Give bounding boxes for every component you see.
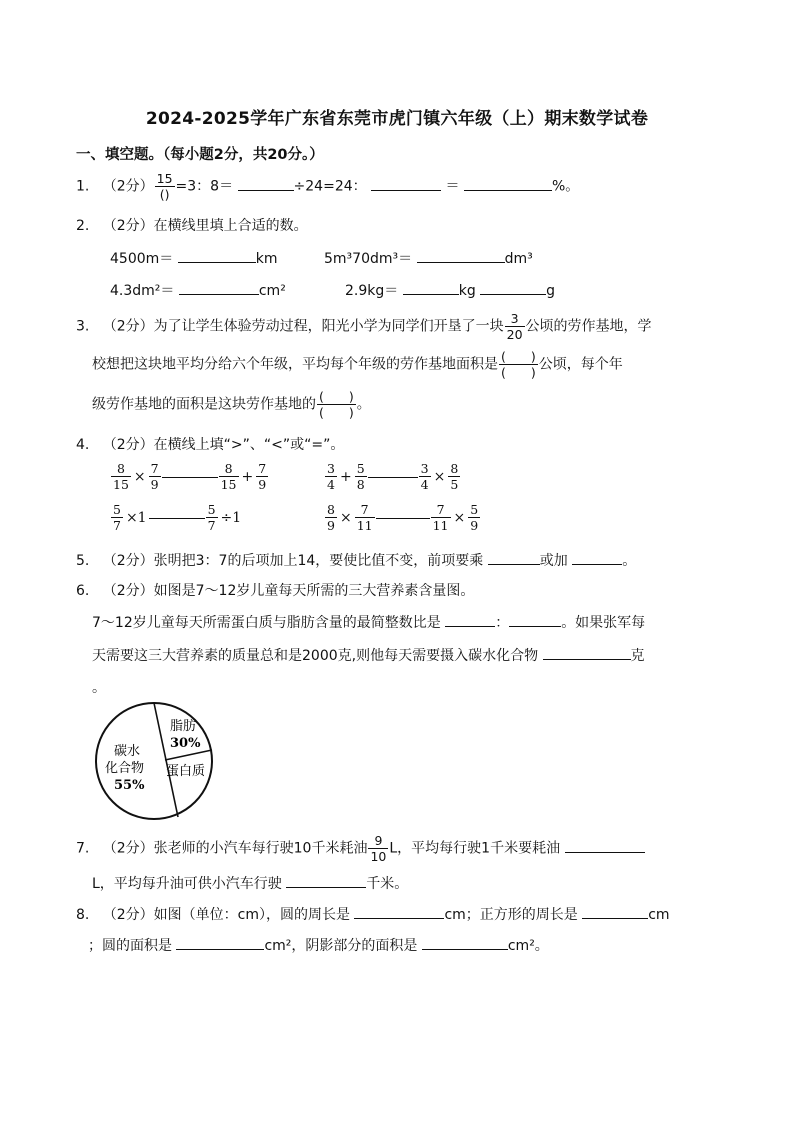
compare-expression-1: $\frac{8}{15}$ × $\frac{7}{9}$ $\frac{8}{15}$ + $\frac{7}{9}$ <box>113 461 267 493</box>
question-stem: 在横线里填上合适的数。 <box>153 218 308 234</box>
pie-divider-2 <box>165 750 212 760</box>
q5-text: 。 <box>622 553 637 569</box>
question-number: 2. <box>76 218 90 234</box>
question-score: （2分） <box>102 907 154 923</box>
answer-blank[interactable] <box>417 248 505 263</box>
q1-text-b: ÷24=24： <box>293 178 367 195</box>
q7-text: 张老师的小汽车每行驶10千米耗油 <box>153 840 368 857</box>
fraction: $\frac{3}{20}$ <box>506 311 523 343</box>
question-7-line-2 <box>92 873 408 893</box>
answer-blank[interactable] <box>238 176 294 191</box>
q2-a-unit: km <box>255 251 278 267</box>
answer-blank[interactable] <box>422 935 508 950</box>
q6-text: 天需要这三大营养素的质量总和是2000克,则他每天需要摄入碳水化合物 <box>92 648 539 664</box>
question-4 <box>76 434 344 454</box>
answer-blank[interactable] <box>179 280 259 295</box>
pie-label-carb-2: 化合物 <box>105 761 145 776</box>
q3-text: 校想把这块地平均分给六个年级，平均每个年级的劳作基地面积是 <box>92 356 498 373</box>
q6-text: 7～12岁儿童每天所需蛋白质与脂肪含量的最简整数比是 <box>92 615 441 631</box>
q5-text: 张明把3：7的后项加上14，要使比值不变，前项要乘 <box>153 553 484 569</box>
pie-pct-fat: 30% <box>170 736 201 751</box>
question-6-line-2 <box>92 645 645 665</box>
question-2 <box>76 215 308 235</box>
answer-blank[interactable] <box>445 612 495 627</box>
question-score: （2分） <box>102 318 154 335</box>
compare-expression-2: $\frac{3}{4}$ + $\frac{5}{8}$ $\frac{3}{4}$ × $\frac{8}{5}$ <box>327 461 459 493</box>
q8-text: 如图（单位：cm），圆的周长是 <box>153 907 350 923</box>
compare-expression-3: $\frac{5}{7}$ ×1 $\frac{5}{7}$ ÷1 <box>113 502 242 534</box>
question-8-line-1 <box>76 904 670 924</box>
q3-text: 。 <box>356 396 371 413</box>
question-5 <box>76 550 636 570</box>
answer-blank[interactable] <box>354 904 444 919</box>
q6-text: ： <box>495 615 510 631</box>
question-number: 1. <box>76 178 90 195</box>
question-6-line-3: 。 <box>92 680 106 696</box>
q5-text: 或加 <box>539 553 568 569</box>
question-3-line-1 <box>76 312 652 341</box>
question-score: （2分） <box>102 553 154 569</box>
q2-item-c <box>110 280 286 300</box>
q6-text: 。如果张军每 <box>561 615 646 631</box>
q7-text: L，平均每升油可供小汽车行驶 <box>92 876 282 892</box>
question-number: 5. <box>76 553 90 569</box>
q2-b-left: 5m³70dm³＝ <box>324 251 413 267</box>
fraction: $\frac{15}{()}$ <box>156 171 173 203</box>
q2-c-unit: cm² <box>258 283 286 299</box>
answer-blank[interactable] <box>368 476 418 478</box>
compare-expression-4: $\frac{8}{9}$ × $\frac{7}{11}$ $\frac{7}{11}$ × $\frac{5}{9}$ <box>327 502 479 534</box>
answer-blank[interactable] <box>565 838 645 853</box>
fraction: $\frac{9}{10}$ <box>370 833 387 865</box>
q2-item-a <box>110 248 277 268</box>
page-title: 2024-2025学年广东省东莞市虎门镇六年级（上）期末数学试卷 <box>145 109 649 129</box>
answer-blank[interactable] <box>286 873 366 888</box>
q2-a-left: 4500m＝ <box>110 251 174 267</box>
question-number: 7. <box>76 840 90 857</box>
question-score: （2分） <box>102 840 154 857</box>
q7-text: L，平均每行驶1千米要耗油 <box>389 840 561 857</box>
answer-blank[interactable] <box>403 280 459 295</box>
pie-label-carb-1: 碳水 <box>114 744 141 759</box>
answer-blank[interactable] <box>176 935 264 950</box>
q8-text: ；圆的面积是 <box>88 938 172 954</box>
pie-label-protein: 蛋白质 <box>166 764 206 779</box>
q8-text: cm²。 <box>507 938 549 954</box>
question-3-line-2 <box>92 350 623 379</box>
fraction-blank[interactable]: $\frac{( )}{( )}$ <box>501 349 536 381</box>
question-3-line-3 <box>92 390 371 419</box>
question-6-line-1 <box>92 612 645 632</box>
question-score: （2分） <box>102 437 154 453</box>
question-number: 8. <box>76 907 90 923</box>
q8-text: cm²，阴影部分的面积是 <box>264 938 418 954</box>
question-7-line-1 <box>76 834 645 863</box>
q7-text: 千米。 <box>366 876 409 892</box>
answer-blank[interactable] <box>572 550 622 565</box>
q2-d-unit: g <box>546 283 556 299</box>
q8-text: cm；正方形的周长是 <box>444 907 578 923</box>
answer-blank[interactable] <box>376 517 430 519</box>
question-1 <box>76 172 579 201</box>
q1-text-c: ＝ <box>445 178 460 195</box>
question-number: 6. <box>76 583 90 599</box>
answer-blank[interactable] <box>149 517 205 519</box>
question-number: 4. <box>76 437 90 453</box>
answer-blank[interactable] <box>480 280 546 295</box>
answer-blank[interactable] <box>582 904 648 919</box>
q2-item-b <box>324 248 533 268</box>
nutrient-pie-chart <box>92 700 218 822</box>
q6-text: 克 <box>630 648 645 664</box>
answer-blank[interactable] <box>178 248 256 263</box>
q3-text: 级劳作基地的面积是这块劳作基地的 <box>92 396 316 413</box>
question-score: （2分） <box>102 218 154 234</box>
answer-blank[interactable] <box>464 176 552 191</box>
pie-label-fat: 脂肪 <box>170 719 197 734</box>
fraction-blank[interactable]: $\frac{( )}{( )}$ <box>319 389 354 421</box>
question-score: （2分） <box>102 583 154 599</box>
q1-text-a: =3：8＝ <box>175 178 234 195</box>
question-stem: 如图是7～12岁儿童每天所需的三大营养素含量图。 <box>153 583 475 599</box>
q1-text-d: %。 <box>552 178 580 195</box>
q2-c-left: 4.3dm²＝ <box>110 283 175 299</box>
q3-text: 公顷的劳作基地，学 <box>525 318 652 335</box>
answer-blank[interactable] <box>488 550 540 565</box>
question-6 <box>76 580 474 600</box>
question-8-line-2 <box>88 935 549 955</box>
q3-text: 公顷，每个年 <box>538 356 623 373</box>
question-number: 3. <box>76 318 90 335</box>
q2-item-d <box>345 280 555 300</box>
section-heading: 一、填空题。（每小题2分，共20分。） <box>76 147 324 163</box>
answer-blank[interactable] <box>162 476 218 478</box>
q2-d-left: 2.9kg＝ <box>345 283 399 299</box>
q3-text: 为了让学生体验劳动过程，阳光小学为同学们开垦了一块 <box>153 318 504 335</box>
pie-pct-carb: 55% <box>114 778 145 793</box>
question-score: （2分） <box>102 178 154 195</box>
answer-blank[interactable] <box>543 645 631 660</box>
q2-b-unit: dm³ <box>504 251 533 267</box>
question-stem: 在横线上填“>”、“<”或“=”。 <box>153 437 345 453</box>
answer-blank[interactable] <box>509 612 561 627</box>
answer-blank[interactable] <box>371 176 441 191</box>
q8-text: cm <box>648 907 670 923</box>
q2-d-mid: kg <box>458 283 476 299</box>
